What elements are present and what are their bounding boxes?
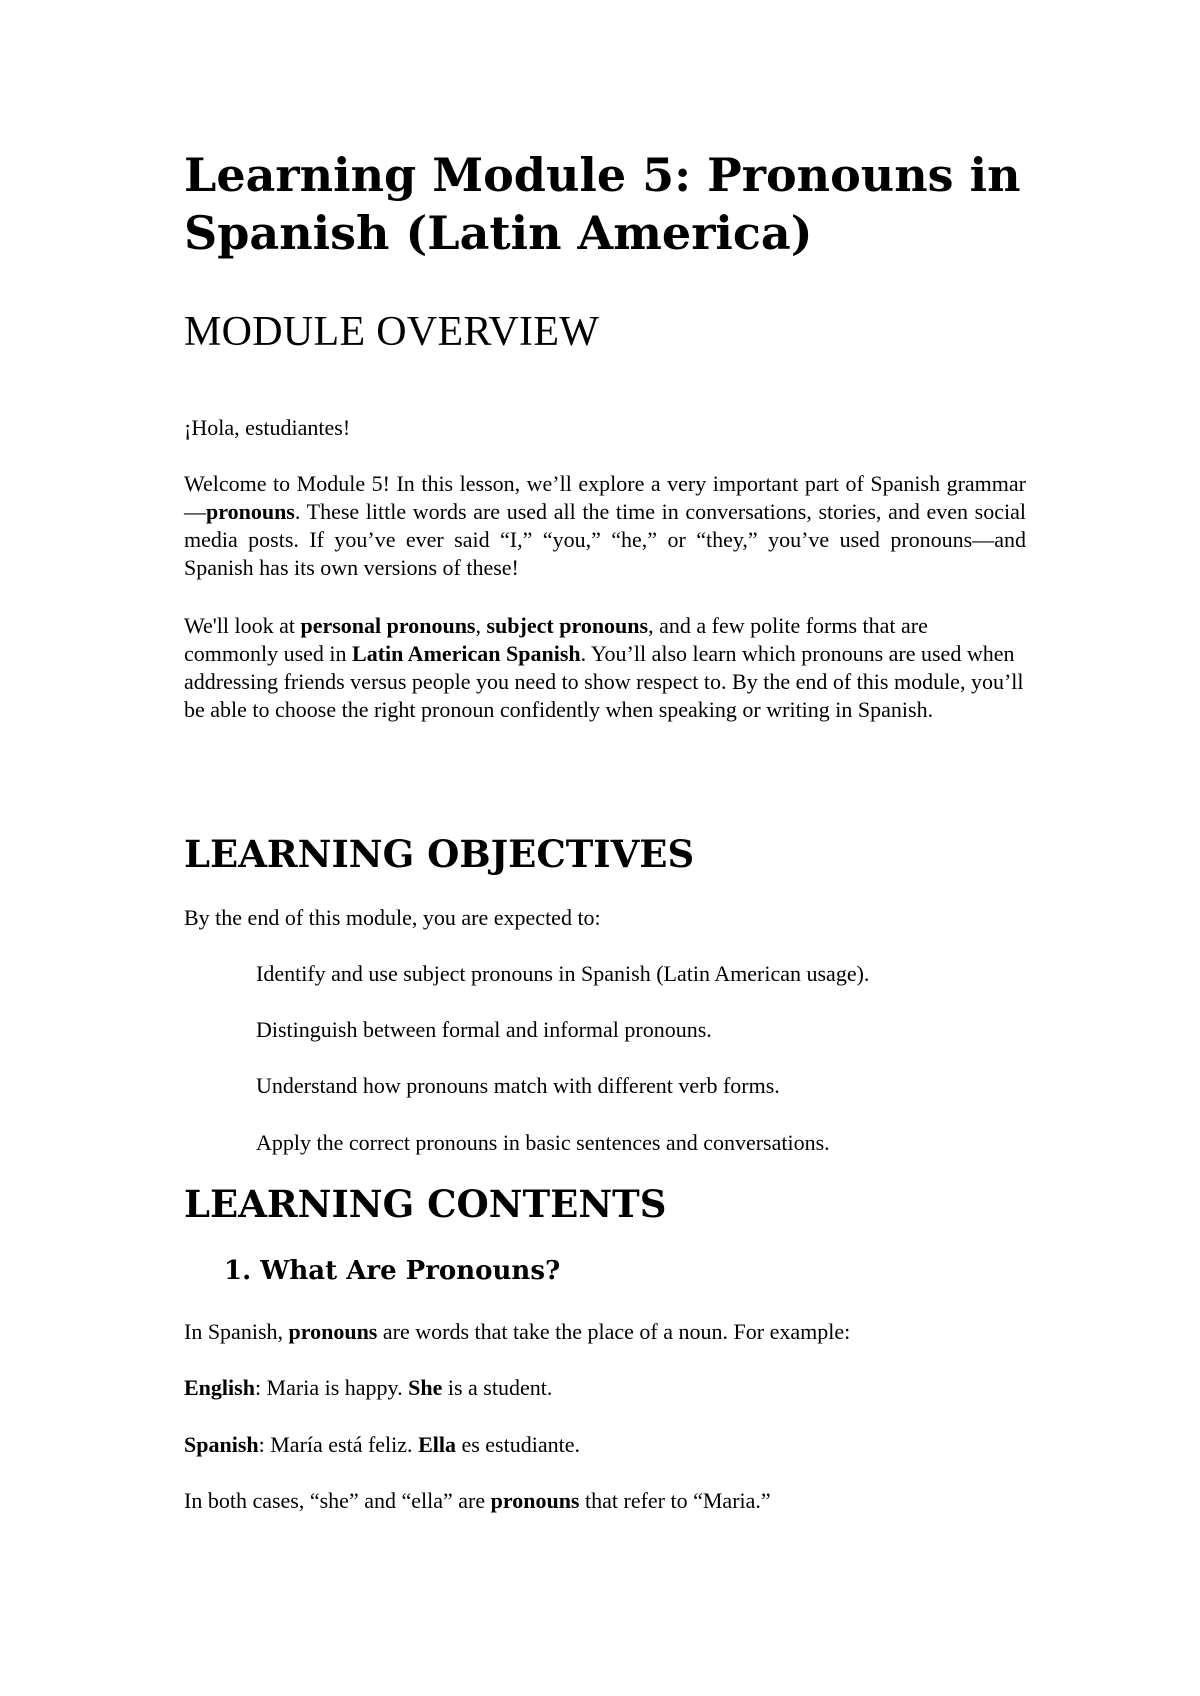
overview-paragraph-1: Welcome to Module 5! In this lesson, we’ll explore a very important part of Spanish grammar—pronouns. These little words are used all the time in conversations, stories, and even social media posts. If you’ve ever said “I,” “you,” “he,” or “they,” you’ve used pronouns—and Spanish has its own versions of these! <box>184 471 1026 580</box>
objective-item: Identify and use subject pronouns in Spanish (Latin American usage). <box>256 961 870 986</box>
objective-item: Distinguish between formal and informal pronouns. <box>256 1017 712 1042</box>
english-example: English: Maria is happy. She is a student. <box>184 1375 553 1400</box>
pronouns-definition: In Spanish, pronouns are words that take the place of a noun. For example: <box>184 1319 851 1344</box>
module-title: Learning Module 5: Pronouns in Spanish (Latin America) <box>184 148 1021 260</box>
objective-item: Understand how pronouns match with different verb forms. <box>256 1073 780 1098</box>
document-page <box>184 0 1026 1696</box>
pronouns-summary: In both cases, “she” and “ella” are pronouns that refer to “Maria.” <box>184 1488 771 1513</box>
objectives-intro: By the end of this module, you are expected to: <box>184 905 601 930</box>
section-heading-what-are-pronouns: 1. What Are Pronouns? <box>224 1256 561 1286</box>
spanish-example: Spanish: María está feliz. Ella es estudiante. <box>184 1432 580 1457</box>
overview-heading: MODULE OVERVIEW <box>184 309 600 355</box>
contents-heading: LEARNING CONTENTS <box>184 1182 667 1226</box>
objectives-heading: LEARNING OBJECTIVES <box>184 832 695 876</box>
greeting: ¡Hola, estudiantes! <box>184 415 351 440</box>
overview-paragraph-2: We'll look at personal pronouns, subject pronouns, and a few polite forms that are commonly used in Latin American Spanish. You’ll also learn which pronouns are used when addressing friends versus people you need to show respect to. By the end of this module, you’ll be able to choose the right pronoun confidently when speaking or writing in Spanish. <box>184 613 1024 722</box>
objective-item: Apply the correct pronouns in basic sentences and conversations. <box>256 1130 830 1155</box>
